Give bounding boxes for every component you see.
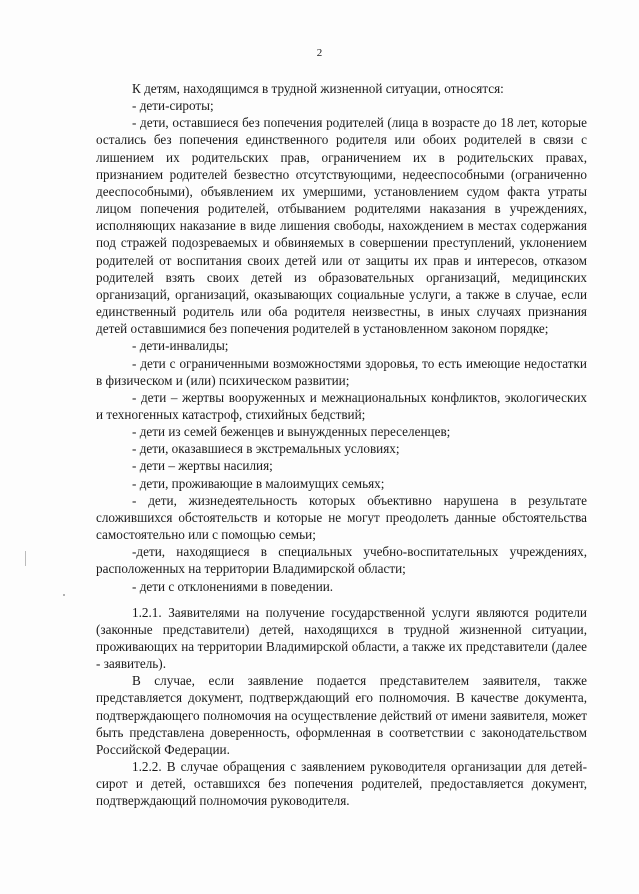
list-item-disabled: - дети-инвалиды; [132, 338, 229, 354]
representative-paragraph: В случае, если заявление подается представителем заявителя, также представляется документ, подтверждающий его полномочия. В качестве документа, подтверждающего полномочия на осуществление действий от имени заявителя, может быть представлена доверенность, оформленная в соответствии с законодательством Российской Федерации. [96, 673, 587, 757]
list-item-without-care: - дети, оставшиеся без попечения родителей (лица в возрасте до 18 лет, которые остались без попечения единственного родителя или обоих родителей в связи с лишением их родительских прав, ограничением их в родительских правах, признанием родителей безвестно отсутствующими, недееспособными (ограниченно дееспособными), объявлением их умершими, установлением судом факта утраты лицом попечения родителей, отбыванием родителями наказания в учреждениях, исполняющих наказание в виде лишения свободы, нахождением в местах содержания под стражей подозреваемых и обвиняемых в совершении преступлений, уклонением родителей от воспитания своих детей или от защиты их прав и интересов, отказом родителей взять своих детей из образовательных организаций, медицинских организаций, организаций, оказывающих социальные услуги, а также в случае, если единственный родитель или оба родителя неизвестны, в иных случаях признания детей оставшимися без попечения родителей в установленном законом порядке; [96, 115, 587, 337]
list-item-low-income: - дети, проживающие в малоимущих семьях; [132, 475, 385, 491]
list-item-special-institutions: -дети, находящиеся в специальных учебно-воспитательных учреждениях, расположенных на территории Владимирской области; [96, 544, 587, 577]
page-number: 2 [316, 47, 323, 59]
list-item-orphans: - дети-сироты; [132, 98, 214, 114]
clause-1-2-1: 1.2.1. Заявителями на получение государственной услуги являются родители (законные представители) детей, находящихся в трудной жизненной ситуации, проживающих на территории Владимирской области, а также их представители (далее - заявитель). [96, 604, 587, 672]
list-item-refugees: - дети из семей беженцев и вынужденных переселенцев; [132, 424, 451, 440]
list-item-violence-victims: - дети – жертвы насилия; [132, 458, 273, 474]
list-item-extreme-conditions: - дети, оказавшиеся в экстремальных условиях; [132, 441, 400, 457]
document-body [96, 80, 587, 810]
scan-margin-dot [63, 594, 65, 596]
scan-margin-mark [25, 551, 26, 566]
list-item-behavior: - дети с отклонениями в поведении. [132, 578, 334, 594]
list-item-disrupted-life: - дети, жизнедеятельность которых объективно нарушена в результате сложившихся обстоятельств и которые не могут преодолеть данные обстоятельства самостоятельно или с помощью семьи; [96, 492, 587, 543]
clause-1-2-2: 1.2.2. В случае обращения с заявлением руководителя организации для детей-сирот и детей, оставшихся без попечения родителей, предоставляется документ, подтверждающий полномочия руководителя. [96, 759, 587, 809]
list-item-conflict-victims: - дети – жертвы вооруженных и межнациональных конфликтов, экологических и техногенных катастроф, стихийных бедствий; [96, 389, 587, 422]
list-item-limited-health: - дети с ограниченными возможностями здоровья, то есть имеющие недостатки в физическом и (или) психическом развитии; [96, 355, 587, 388]
intro-paragraph: К детям, находящимся в трудной жизненной ситуации, относятся: [132, 81, 504, 96]
